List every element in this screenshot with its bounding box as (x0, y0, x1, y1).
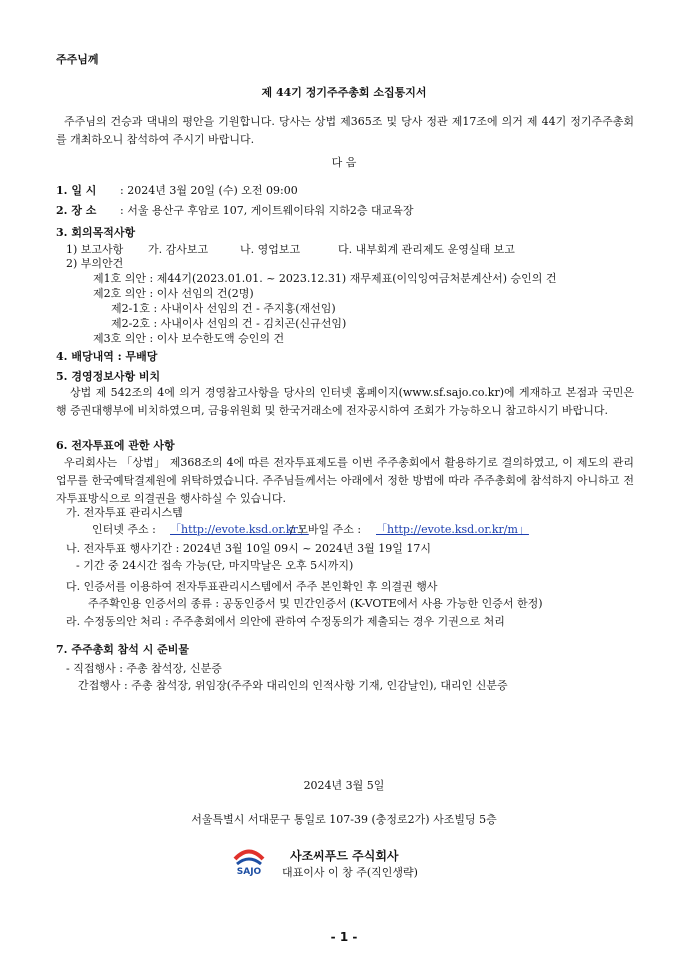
report-label: 1) 보고사항 (66, 243, 124, 256)
evote-certificate-note: 주주확인용 인증서의 종류 : 공동인증서 및 민간인증서 (K-VOTE에서 사용 가능한 인증서 한정) (88, 597, 543, 610)
web-address-link[interactable]: 「http://evote.ksd.or.kr」 (170, 523, 309, 536)
section-6-heading: 6. 전자투표에 관한 사항 (56, 439, 175, 452)
agenda-item-2: 제2호 의안 : 이사 선임의 건(2명) (93, 287, 254, 300)
evote-amendment: 라. 수정동의안 처리 : 주주총회에서 의안에 관하여 수정동의가 제출되는 경우 기권으로 처리 (66, 615, 505, 628)
agenda-item-3: 제3호 의안 : 이사 보수한도액 승인의 건 (93, 332, 285, 345)
evote-certificate: 다. 인증서를 이용하여 전자투표관리시스템에서 주주 본인확인 후 의결권 행사 (66, 580, 438, 593)
section-2-value: : 서울 용산구 후암로 107, 게이트웨이타워 지하2층 대교육장 (120, 204, 414, 217)
direct-exercise: - 직접행사 : 주총 참석장, 신분증 (66, 662, 222, 675)
center-heading: 다 음 (331, 156, 357, 169)
company-address: 서울특별시 서대문구 통일로 107-39 (충정로2가) 사조빌딩 5층 (191, 813, 497, 826)
intro-paragraph: 주주님의 건승과 댁내의 평안을 기원합니다. 당사는 상법 제365조 및 당사 정관 제17조에 의거 제 44기 정기주주총회를 개최하오니 참석하여 주시기 바랍니다. (56, 115, 634, 146)
agenda-item-1: 제1호 의안 : 제44기(2023.01.01. ~ 2023.12.31) 재무제표(이익잉여금처분계산서) 승인의 건 (93, 272, 557, 285)
section-6-body: 우리회사는 「상법」 제368조의 4에 따른 전자투표제도를 이번 주주총회에서 활용하기로 결의하였고, 이 제도의 관리업무를 한국예탁결제원에 위탁하였습니다. 주주님들께서는 아래에서 정한 방법에 따라 주주총회에 참석하지 아니하고 전자투표방식으로 의결권을 행사하실 수 있습니다. (56, 456, 634, 505)
mobile-address-link[interactable]: 「http://evote.ksd.or.kr/m」 (376, 523, 529, 536)
section-5-heading: 5. 경영정보사항 비치 (56, 370, 161, 383)
report-item-c: 다. 내부회계 관리제도 운영실태 보고 (338, 243, 515, 256)
notice-date: 2024년 3월 5일 (303, 779, 385, 792)
section-7-heading: 7. 주주총회 참석 시 준비물 (56, 643, 190, 656)
web-address-label: 인터넷 주소 : (92, 523, 156, 536)
indirect-exercise: 간접행사 : 주총 참석장, 위임장(주주와 대리인의 인적사항 기재, 인감날인), 대리인 신분증 (78, 679, 508, 692)
section-1-label: 1. 일 시 (56, 184, 97, 197)
section-2-label: 2. 장 소 (56, 204, 97, 217)
section-5-body: 상법 제 542조의 4에 의거 경영참고사항을 당사의 인터넷 홈페이지(www.sf.sajo.co.kr)에 게재하고 본점과 국민은행 증권대행부에 비치하였으며, 금융위원회 및 한국거래소에 전자공시하여 조회가 가능하오니 참고하시기 바랍니다. (56, 386, 634, 417)
report-item-a: 가. 감사보고 (148, 243, 209, 256)
section-1-value: : 2024년 3월 20일 (수) 오전 09:00 (120, 184, 298, 197)
company-name: 사조씨푸드 주식회사 (290, 849, 399, 863)
report-item-b: 나. 영업보고 (240, 243, 301, 256)
ceo-name: 대표이사 이 창 주(직인생략) (282, 866, 418, 879)
evote-period: 나. 전자투표 행사기간 : 2024년 3월 10일 09시 ~ 2024년 3월 19일 17시 (66, 542, 431, 555)
evote-system-label: 가. 전자투표 관리시스템 (66, 506, 183, 519)
section-4-heading: 4. 배당내역 : 무배당 (56, 350, 158, 363)
document-title: 제 44기 정기주주총회 소집통지서 (261, 86, 427, 99)
greeting: 주주님께 (56, 53, 99, 66)
agenda-label: 2) 부의안건 (66, 257, 124, 270)
agenda-item-2-1: 제2-1호 : 사내이사 선임의 건 - 주지홍(재선임) (111, 302, 336, 315)
page-number: - 1 - (330, 930, 358, 944)
mobile-address-label: / 모바일 주소 : (290, 523, 362, 536)
sajo-logo-icon (232, 842, 266, 876)
sajo-logo (232, 842, 266, 876)
agenda-item-2-2: 제2-2호 : 사내이사 선임의 건 - 김치곤(신규선임) (111, 317, 347, 330)
evote-period-note: - 기간 중 24시간 접속 가능(단, 마지막날은 오후 5시까지) (76, 559, 354, 572)
section-3-heading: 3. 회의목적사항 (56, 226, 136, 239)
logo-text: SAJO (236, 867, 262, 876)
